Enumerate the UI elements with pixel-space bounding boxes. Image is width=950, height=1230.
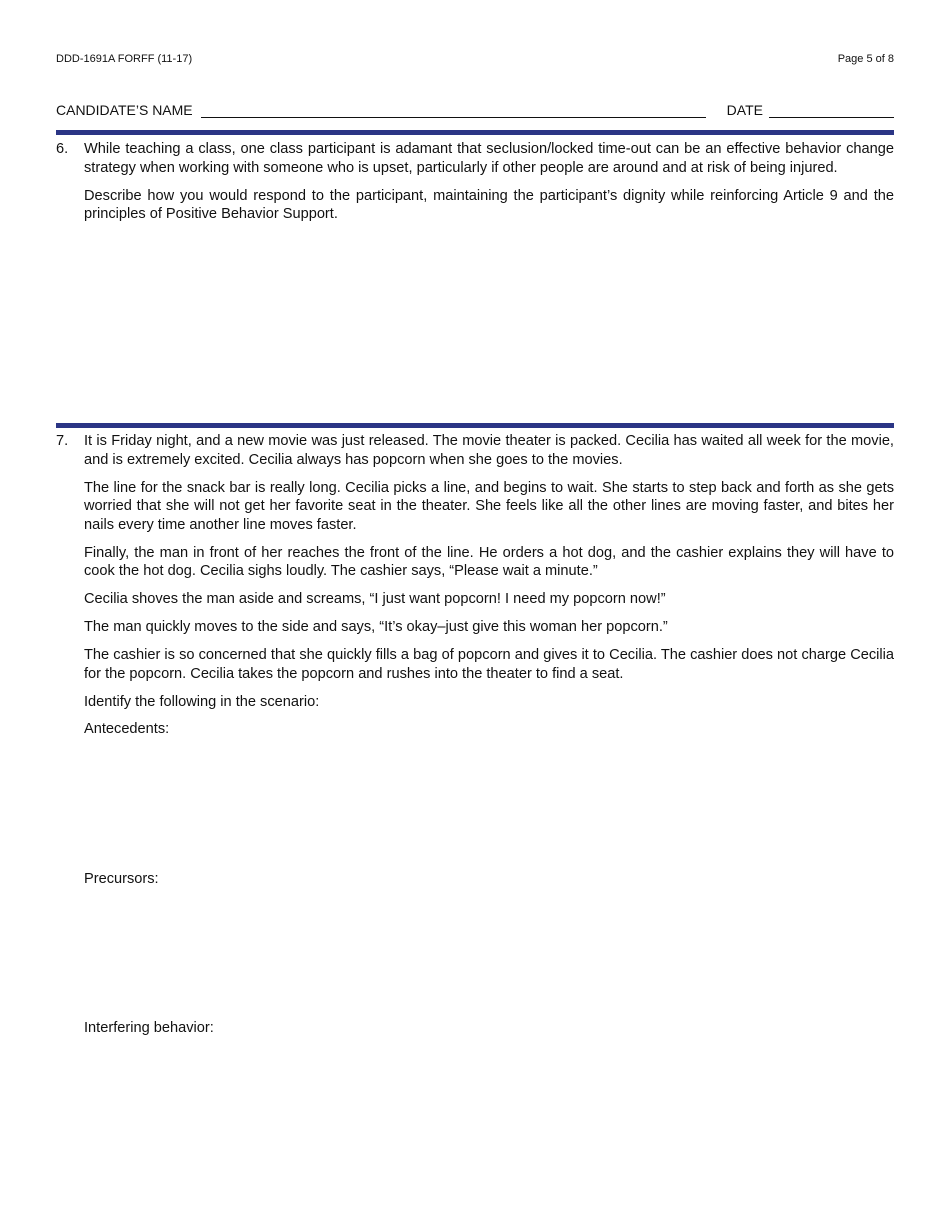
question-paragraph: Cecilia shoves the man aside and screams, “I just want popcorn! I need my popcorn now!” [84,591,666,607]
form-id: DDD-1691A FORFF (11-17) [56,53,193,65]
question-paragraph: It is Friday night, and a new movie was just released. The movie theater is packed. Cecilia has waited all week for the movie, and is extremely excited. Cecilia always has popcorn when she goes to the movies. [84,433,894,468]
antecedents-label: Antecedents: [84,721,170,737]
question-6 [56,140,894,233]
question-number: 6. [56,141,69,157]
question-paragraph: While teaching a class, one class participant is adamant that seclusion/locked time-out can be an effective behavior change strategy when working with someone who is upset, particularly if other people are around and at risk of being injured. [84,141,894,176]
question-paragraph: The man quickly moves to the side and says, “It’s okay–just give this woman her popcorn.” [84,619,668,635]
question-body [84,432,894,711]
page-header [56,53,894,65]
candidate-info-row [56,100,894,118]
page-number: Page 5 of 8 [837,53,894,65]
section-divider [56,130,894,135]
section-divider [56,423,894,428]
candidate-name-field[interactable] [201,102,706,118]
question-body [84,140,894,224]
question-paragraph: Identify the following in the scenario: [84,693,320,710]
date-label: DATE [726,102,763,118]
question-paragraph: The line for the snack bar is really long. Cecilia picks a line, and begins to wait. She starts to step back and forth as she gets worried that she will not get her favorite seat in the theater. She feels like all the other lines are moving faster, and bites her nails every time another line moves faster. [84,479,894,533]
question-paragraph: The cashier is so concerned that she quickly fills a bag of popcorn and gives it to Cecilia. The cashier does not charge Cecilia for the popcorn. Cecilia takes the popcorn and rushes into the theater to find a seat. [84,647,894,682]
date-field[interactable] [769,102,894,118]
question-7 [56,432,894,721]
precursors-label: Precursors: [84,871,159,887]
question-paragraph: Describe how you would respond to the participant, maintaining the participant’s dignity while reinforcing Article 9 and the principles of Positive Behavior Support. [84,187,894,222]
question-paragraph: Finally, the man in front of her reaches the front of the line. He orders a hot dog, and the cashier explains they will have to cook the hot dog. Cecilia sighs loudly. The cashier says, “Please wait a minute.” [84,544,894,579]
form-page [56,0,894,1230]
question-number: 7. [56,433,69,449]
interfering-behavior-label: Interfering behavior: [84,1020,214,1036]
candidate-name-label: CANDIDATE’S NAME [56,102,193,118]
